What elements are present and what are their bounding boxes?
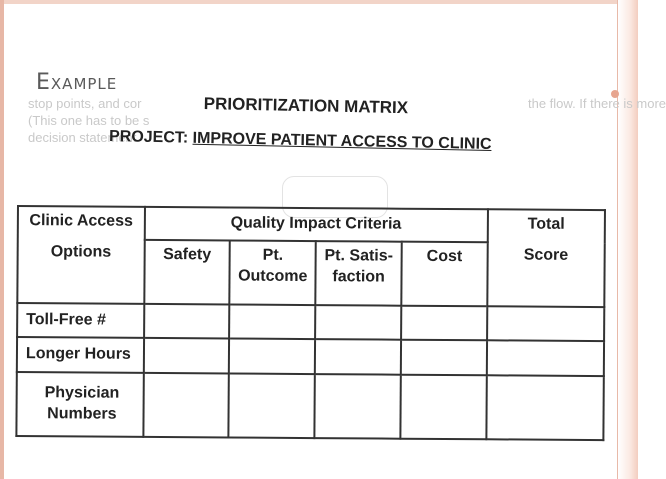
matrix-title: PRIORITIZATION MATRIX — [203, 93, 409, 118]
slide-top-border — [0, 0, 638, 4]
matrix-cell — [487, 306, 605, 342]
header-total-score — [487, 209, 605, 306]
matrix-cell — [229, 304, 315, 340]
project-prefix: PROJECT: — [108, 127, 193, 147]
project-line — [109, 128, 492, 154]
header-criterion-cost — [401, 242, 487, 306]
header-options-line2: Options — [50, 243, 112, 261]
row-label-physician-numbers — [16, 372, 143, 437]
criterion-line: Outcome — [238, 267, 308, 285]
row-label-line: Physician — [44, 384, 120, 403]
row-label-toll-free — [17, 303, 144, 339]
document-header — [108, 92, 510, 154]
matrix-cell — [143, 338, 229, 374]
row-label-line: Numbers — [47, 405, 117, 423]
header-total-line2: Score — [523, 246, 569, 264]
matrix-cell — [315, 305, 401, 341]
header-total-line1: Total — [527, 215, 565, 233]
prioritization-matrix — [15, 205, 606, 441]
bleed-through-text: (This one has to be s — [28, 113, 150, 128]
bleed-through-text: stop points, and cor — [28, 96, 142, 111]
criterion-line: Safety — [163, 245, 212, 264]
criterion-line: Pt. — [262, 246, 284, 264]
slide-right-band — [618, 0, 638, 479]
row-label-line: Longer Hours — [25, 345, 131, 364]
criterion-line: Pt. Satis- — [324, 246, 394, 265]
slide-left-border — [0, 0, 4, 479]
table-row — [17, 303, 604, 342]
matrix-table — [15, 205, 606, 441]
matrix-cell — [229, 374, 315, 438]
matrix-cell — [143, 373, 229, 437]
matrix-cell — [486, 376, 604, 441]
matrix-cell — [401, 340, 487, 376]
matrix-cell — [486, 341, 604, 377]
slide-right-rule — [617, 0, 618, 479]
row-label-longer-hours — [17, 337, 144, 373]
criterion-line: faction — [332, 267, 385, 286]
header-criterion-pt-outcome — [230, 240, 316, 304]
header-quality-impact-criteria: Quality Impact Criteria — [144, 207, 487, 242]
header-criterion-pt-satisfaction — [316, 241, 402, 305]
bleed-through-text: decision statement — [28, 130, 137, 145]
matrix-cell — [144, 303, 230, 339]
project-name: IMPROVE PATIENT ACCESS TO CLINIC — [192, 129, 492, 154]
slide-title: Example — [36, 70, 118, 95]
matrix-cell — [401, 305, 487, 341]
row-label-line: Toll-Free # — [26, 310, 106, 329]
matrix-cell — [400, 375, 486, 439]
matrix-cell — [315, 374, 401, 438]
table-row — [17, 337, 604, 376]
header-options-line1: Clinic Access — [29, 212, 133, 230]
bleed-through-text: the flow. If there is more — [528, 96, 666, 111]
criterion-line: Cost — [426, 247, 463, 265]
table-row — [16, 372, 603, 440]
matrix-cell — [315, 339, 401, 375]
header-clinic-access-options — [17, 206, 144, 303]
header-criterion-safety — [144, 240, 230, 304]
matrix-cell — [229, 339, 315, 375]
